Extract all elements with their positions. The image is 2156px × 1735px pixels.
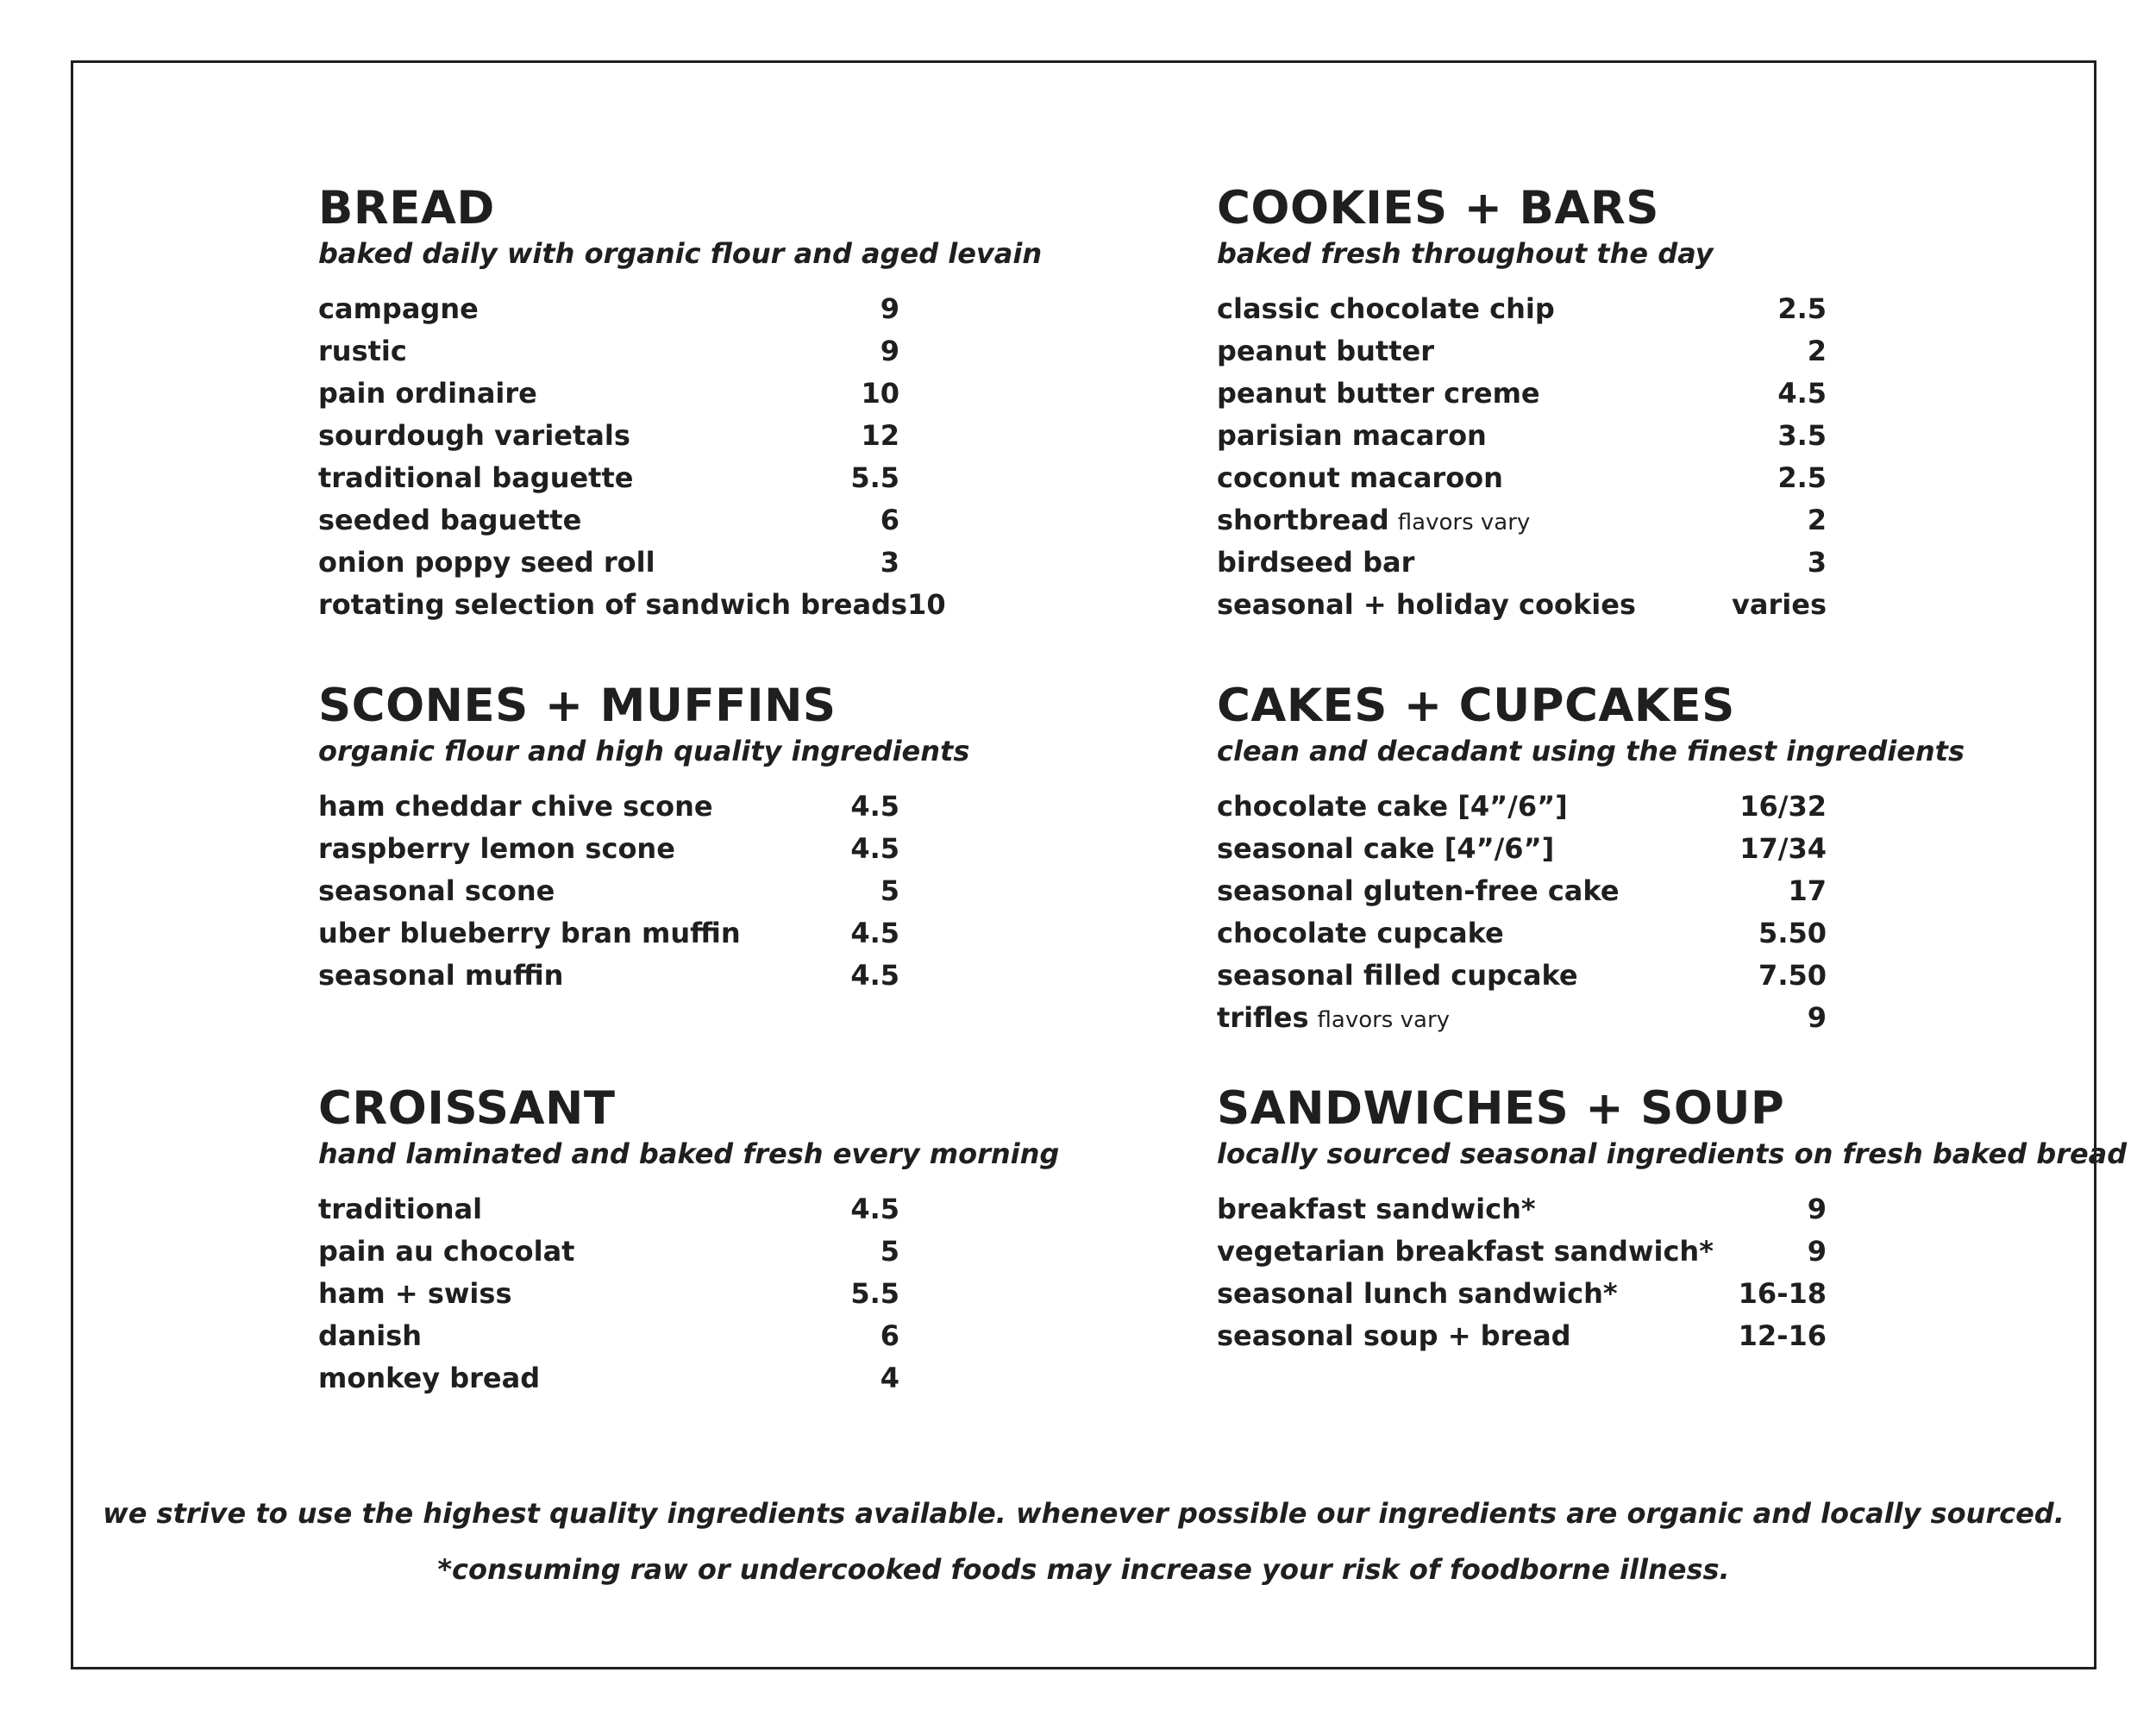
section-croissant — [318, 1082, 1060, 1400]
item-name-text: trifles — [1217, 1001, 1309, 1034]
item-name: seasonal soup + bread — [1217, 1319, 1571, 1352]
menu-item — [1217, 584, 1827, 626]
section-subtitle: baked fresh throughout the day — [1217, 237, 1714, 270]
menu-item — [318, 457, 899, 499]
item-price: 4.5 — [850, 917, 899, 949]
menu-item — [318, 1231, 899, 1273]
menu-item — [318, 499, 899, 542]
menu-item — [318, 870, 899, 912]
item-name: seasonal scone — [318, 874, 555, 907]
menu-item — [318, 786, 899, 828]
item-name: danish — [318, 1319, 423, 1352]
menu-item — [318, 912, 899, 955]
item-price: 5 — [880, 1235, 899, 1268]
item-price: 9 — [1807, 1193, 1827, 1225]
section-title: CAKES + CUPCAKES — [1217, 680, 1735, 732]
menu-item — [1217, 1188, 1827, 1231]
item-price: 6 — [880, 1319, 899, 1352]
item-name: onion poppy seed roll — [318, 546, 655, 579]
section-bread — [318, 182, 1043, 626]
item-name: traditional — [318, 1193, 483, 1225]
item-price: 4 — [880, 1362, 899, 1394]
menu-item — [1217, 1231, 1827, 1273]
item-name — [1217, 499, 1530, 544]
section-title: SANDWICHES + SOUP — [1217, 1082, 1785, 1135]
item-price: 2.5 — [1777, 292, 1827, 325]
item-name: seasonal gluten-free cake — [1217, 874, 1620, 907]
item-name: uber blueberry bran muffin — [318, 917, 741, 949]
menu-item — [1217, 499, 1827, 542]
menu-item — [318, 955, 899, 997]
item-name: breakfast sandwich* — [1217, 1193, 1536, 1225]
item-name: birdseed bar — [1217, 546, 1415, 579]
menu-item — [1217, 955, 1827, 997]
item-price: 5.50 — [1758, 917, 1827, 949]
item-price: 3 — [880, 546, 899, 579]
item-price: 12-16 — [1738, 1319, 1827, 1352]
item-name: raspberry lemon scone — [318, 832, 675, 865]
item-price: 17/34 — [1739, 832, 1827, 865]
item-price: 2 — [1807, 335, 1827, 367]
menu-item — [318, 1357, 899, 1400]
menu-item — [1217, 786, 1827, 828]
item-note: flavors vary — [1397, 510, 1531, 536]
item-price: 12 — [861, 419, 899, 452]
item-price: 7.50 — [1758, 959, 1827, 992]
item-list — [318, 1188, 899, 1400]
footer-quality-note: we strive to use the highest quality ingredients available. whenever possible our ingredients are organic and locally sourced. — [103, 1497, 2065, 1530]
item-name: seasonal filled cupcake — [1217, 959, 1578, 992]
item-name: chocolate cupcake — [1217, 917, 1504, 949]
item-price: 2 — [1807, 504, 1827, 536]
item-name: seeded baguette — [318, 504, 582, 536]
item-name: peanut butter — [1217, 335, 1434, 367]
section-title: BREAD — [318, 182, 495, 235]
section-cookies — [1217, 183, 1827, 626]
menu-item — [1217, 373, 1827, 415]
menu-item — [318, 1188, 899, 1231]
item-name: campagne — [318, 292, 479, 325]
item-price: 4.5 — [1777, 377, 1827, 410]
item-price: 9 — [1807, 1235, 1827, 1268]
item-name: ham cheddar chive scone — [318, 790, 713, 823]
item-name: pain ordinaire — [318, 377, 537, 410]
menu-item — [1217, 912, 1827, 955]
section-cakes — [1217, 680, 1965, 1039]
item-name: rotating selection of sandwich breads — [318, 588, 908, 621]
section-subtitle: clean and decadant using the finest ingredients — [1217, 735, 1965, 767]
item-price: 4.5 — [850, 832, 899, 865]
item-name — [1217, 997, 1450, 1042]
menu-item — [1217, 1315, 1827, 1357]
item-name: coconut macaroon — [1217, 461, 1503, 494]
item-price: 4.5 — [850, 959, 899, 992]
section-subtitle: baked daily with organic flour and aged levain — [318, 237, 1043, 270]
item-name: peanut butter creme — [1217, 377, 1540, 410]
item-price: 16/32 — [1739, 790, 1827, 823]
item-price: 9 — [880, 292, 899, 325]
item-price: 3 — [1807, 546, 1827, 579]
item-name: vegetarian breakfast sandwich* — [1217, 1235, 1714, 1268]
item-note: flavors vary — [1317, 1007, 1451, 1033]
menu-item — [318, 828, 899, 870]
item-price: 2.5 — [1777, 461, 1827, 494]
section-scones — [318, 680, 970, 997]
item-price: 4.5 — [850, 790, 899, 823]
item-list — [1217, 288, 1827, 626]
item-price: 3.5 — [1777, 419, 1827, 452]
item-list — [1217, 786, 1827, 1039]
menu-item — [318, 415, 899, 457]
item-name: rustic — [318, 335, 407, 367]
item-price: 5.5 — [850, 1277, 899, 1310]
item-price: 16-18 — [1738, 1277, 1827, 1310]
item-name: ham + swiss — [318, 1277, 512, 1310]
section-title: SCONES + MUFFINS — [318, 680, 837, 732]
menu-item — [1217, 828, 1827, 870]
item-price: 4.5 — [850, 1193, 899, 1225]
item-price: 5 — [880, 874, 899, 907]
menu-item — [1217, 457, 1827, 499]
item-name: monkey bread — [318, 1362, 541, 1394]
item-name: seasonal lunch sandwich* — [1217, 1277, 1618, 1310]
item-price: varies — [1732, 588, 1827, 621]
item-price: 5.5 — [850, 461, 899, 494]
menu-item — [1217, 415, 1827, 457]
menu-item — [318, 288, 899, 330]
menu-item — [318, 584, 946, 626]
item-name: pain au chocolat — [318, 1235, 575, 1268]
section-subtitle: organic flour and high quality ingredients — [318, 735, 970, 767]
menu-item — [318, 1315, 899, 1357]
menu-item — [1217, 1273, 1827, 1315]
menu-item — [1217, 288, 1827, 330]
menu-item — [318, 330, 899, 373]
item-name: sourdough varietals — [318, 419, 630, 452]
item-name: seasonal muffin — [318, 959, 564, 992]
item-name: classic chocolate chip — [1217, 292, 1555, 325]
item-price: 9 — [880, 335, 899, 367]
menu-item — [1217, 330, 1827, 373]
item-price: 6 — [880, 504, 899, 536]
section-subtitle: locally sourced seasonal ingredients on fresh baked bread — [1217, 1137, 2128, 1170]
item-price: 10 — [861, 377, 899, 410]
section-sandwiches — [1217, 1082, 2128, 1357]
item-price: 17 — [1788, 874, 1827, 907]
menu-item — [318, 373, 899, 415]
menu-item — [1217, 997, 1827, 1039]
menu-item — [318, 1273, 899, 1315]
item-name: seasonal cake [4”/6”] — [1217, 832, 1555, 865]
menu-item — [1217, 542, 1827, 584]
section-title: CROISSANT — [318, 1082, 616, 1135]
item-name: parisian macaron — [1217, 419, 1487, 452]
item-list — [318, 288, 946, 626]
item-name: traditional baguette — [318, 461, 634, 494]
item-price: 9 — [1807, 1001, 1827, 1034]
item-list — [318, 786, 899, 997]
section-title: COOKIES + BARS — [1217, 182, 1659, 235]
item-list — [1217, 1188, 1827, 1357]
item-name: seasonal + holiday cookies — [1217, 588, 1636, 621]
footer-health-warning: *consuming raw or undercooked foods may increase your risk of foodborne illness. — [437, 1553, 1730, 1586]
menu-item — [1217, 870, 1827, 912]
item-name: chocolate cake [4”/6”] — [1217, 790, 1568, 823]
menu-item — [318, 542, 899, 584]
item-name-text: shortbread — [1217, 504, 1389, 536]
item-price: 10 — [907, 588, 946, 621]
section-subtitle: hand laminated and baked fresh every morning — [318, 1137, 1060, 1170]
